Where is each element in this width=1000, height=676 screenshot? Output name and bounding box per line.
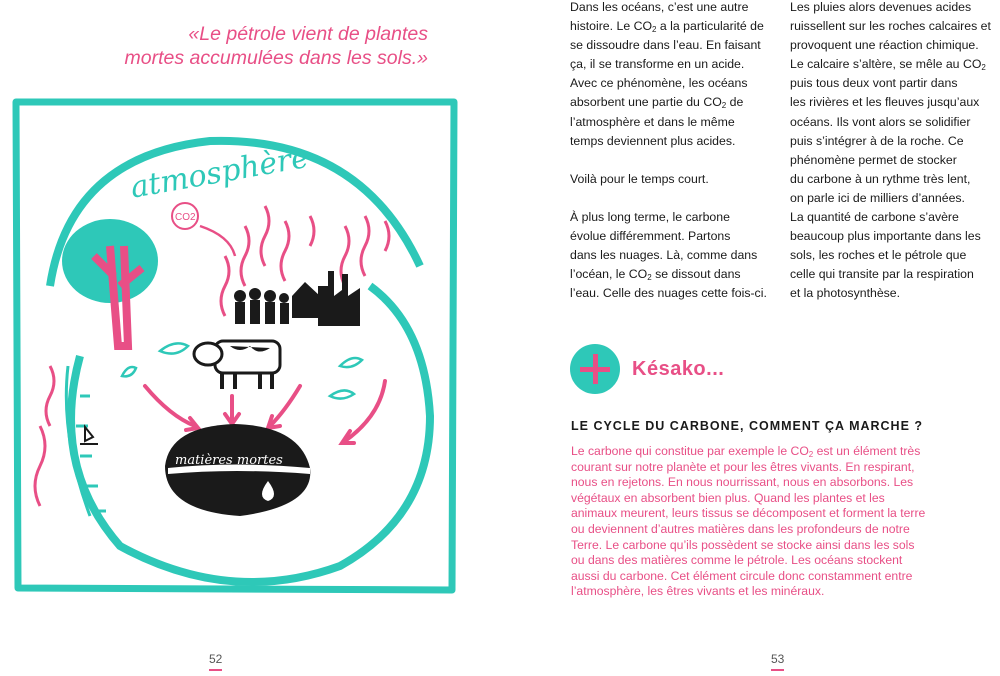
section-heading: LE CYCLE DU CARBONE, COMMENT ÇA MARCHE ? <box>571 419 924 433</box>
factory-icon <box>318 271 360 326</box>
kesako-body: Le carbone qui constitue par exemple le $CO_2$ est un élément très courant sur notre planète et pour les êtres vivants. En respirant, nous en rejetons. En nous nourrissant, nous en absorbons. Les végétaux en absorbent bien plus. Quand les plantes et les animaux meurent, leurs tissus se décomposent et forment la terre ou deviennent d’autres matières dans les profondeurs de notre Terre. Le carbone qu’ils possèdent se stocke ainsi dans les sols ou dans des matières comme le pétrole. Les océans stockent aussi du carbone. Cet élément circule donc constamment entre l’atmosphère, les êtres vivants et les minéraux. <box>571 444 926 599</box>
cow-icon <box>194 341 280 389</box>
text-column-1 <box>570 0 775 322</box>
carbon-cycle-illustration <box>10 96 460 594</box>
paragraph: Les pluies alors devenues acides ruissellent sur les roches calcaires et provoquent une réaction chimique. Le calcaire s’altère, se mêle au $CO_2$ puis tous deux vont partir dans les rivières et les fleuves jusqu’aux océans. Ils vont alors se solidifier puis s’intégrer à de la roche. Ce phénomène permet de stocker du carbone à un rythme très lent, on parle ici de milliers d’années. La quantité de carbone s’avère beaucoup plus importante dans les sols, les roches et le pétrole que celle qui transite par la respiration et la photosynthèse. <box>790 0 991 301</box>
dead-matter-label: matières mortes <box>175 453 283 468</box>
people-icon <box>234 288 289 324</box>
paragraph: Dans les océans, c’est une autre histoire. Le $CO_2$ a la particularité de se dissoudre dans l’eau. En faisant ça, il se transforme en un acide. Avec ce phénomène, les océans absorbent une partie du $CO_2$ de l’atmosphère et dans le même temps deviennent plus acides. <box>570 0 764 148</box>
rain-lines <box>35 366 54 506</box>
page-number-left: 52 <box>209 652 222 671</box>
page-number-rule <box>209 669 222 671</box>
kesako-title: Késako... <box>632 357 725 380</box>
atmosphere-label: atmosphère <box>127 139 312 206</box>
quote-line: mortes accumulées dans les sols.» <box>124 47 428 69</box>
paragraph: Voilà pour le temps court. <box>570 171 709 186</box>
text-column-2 <box>790 0 990 323</box>
boat-icon <box>80 427 98 444</box>
pull-quote <box>98 22 428 70</box>
right-page <box>500 0 1000 676</box>
quote-line: «Le pétrole vient de plantes <box>188 23 428 45</box>
paragraph: À plus long terme, le carbone évolue différemment. Partons dans les nuages. Là, comme dans l’océan, le $CO_2$ se dissout dans l’eau. Celle des nuages cette fois-ci. <box>570 209 767 301</box>
plus-icon <box>570 344 620 394</box>
page-number-rule <box>771 669 784 671</box>
page-number-right: 53 <box>771 652 784 671</box>
kesako-header <box>570 344 724 394</box>
house-icon <box>292 282 320 318</box>
co2-label: CO2 <box>175 212 196 223</box>
